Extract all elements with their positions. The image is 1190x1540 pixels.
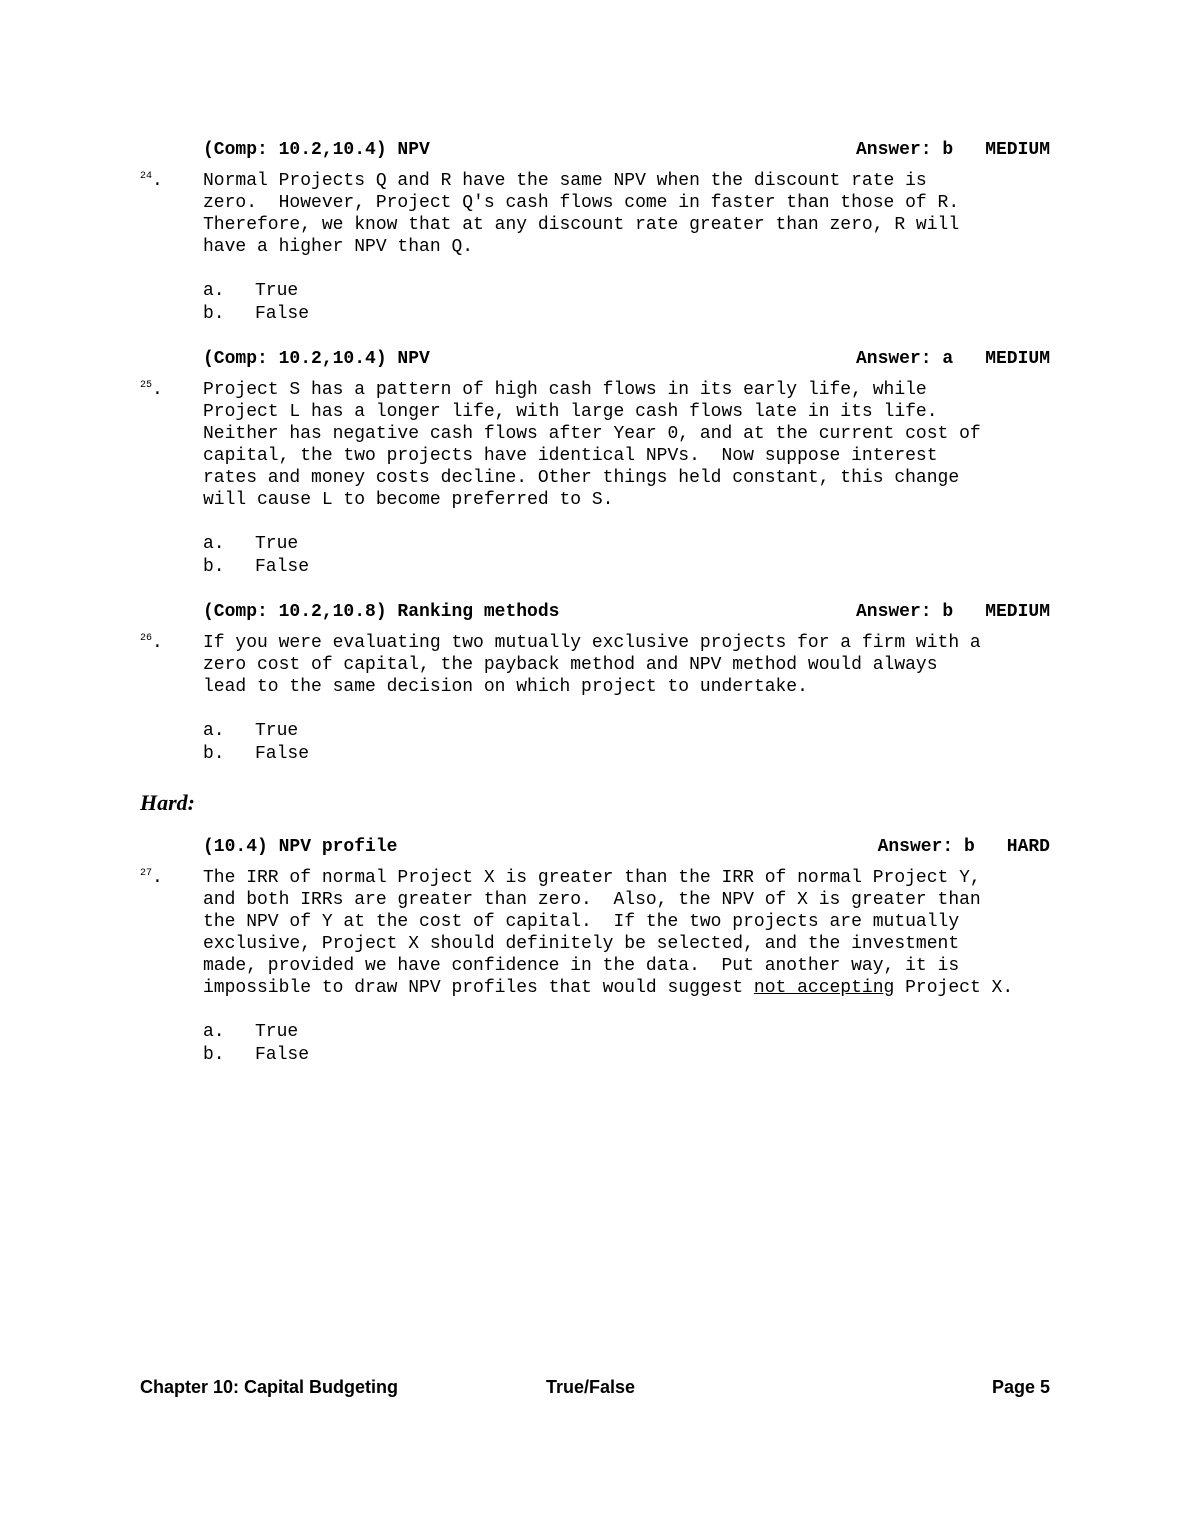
- question-number: $^{25}$.: [140, 380, 163, 400]
- question-text: The IRR of normal Project X is greater than the IRR of normal Project Y, and both IRRs are greater than zero. Also, the NPV of X is greater than the NPV of Y at the cost of capital. If the two projects are mutually exclusive, Project X should definitely be selected, and the investment made, provided we have confidence in the data. Put another way, it is impossible to draw NPV profiles that would suggest not accepting Project X.: [203, 868, 1014, 998]
- question-number: $^{24}$.: [140, 171, 163, 191]
- question-text: If you were evaluating two mutually exclusive projects for a firm with a zero cost of capital, the payback method and NPV method would always lead to the same decision on which project to undertake.: [203, 633, 981, 697]
- question-body: [140, 867, 1050, 1066]
- page-footer: [140, 1377, 1050, 1401]
- question-header: [203, 601, 1050, 623]
- option-b: b. False: [203, 303, 310, 324]
- difficulty-label: HARD: [1006, 837, 1050, 857]
- question-block-27: [140, 836, 1050, 1066]
- answer-options: [203, 1021, 1050, 1066]
- question-text: Normal Projects Q and R have the same NPV when the discount rate is zero. However, Project Q's cash flows come in faster than those of R. Therefore, we know that at any discount rate greater than zero, R will have a higher NPV than Q.: [203, 171, 960, 257]
- difficulty-label: MEDIUM: [985, 140, 1050, 160]
- section-heading: Hard:: [140, 790, 195, 815]
- question-text: Project S has a pattern of high cash flows in its early life, while Project L has a longer life, with large cash flows late in its life. Neither has negative cash flows after Year 0, and at the current cost of capital, the two projects have identical NPVs. Now suppose interest rates and money costs decline. Other things held constant, this change will cause L to become preferred to S.: [203, 380, 981, 510]
- question-topic: (Comp: 10.2,10.4) NPV: [203, 140, 430, 160]
- answer-key: Answer: a: [855, 349, 954, 369]
- question-body: [140, 170, 1050, 325]
- answer-info: [856, 139, 1050, 161]
- question-block-26: [140, 601, 1050, 765]
- question-block-24: [140, 139, 1050, 325]
- question-body: [140, 379, 1050, 578]
- question-block-25: [140, 348, 1050, 578]
- answer-options: [203, 533, 1050, 578]
- question-header: [203, 348, 1050, 370]
- option-a: a. True: [203, 281, 299, 301]
- question-header: [203, 836, 1050, 858]
- question-number: $^{26}$.: [140, 633, 163, 653]
- footer-type: True/False: [546, 1377, 636, 1397]
- option-a: a. True: [203, 1022, 299, 1042]
- footer-chapter: Chapter 10: Capital Budgeting: [140, 1377, 399, 1397]
- question-header: [203, 139, 1050, 161]
- footer-page-number: Page 5: [991, 1377, 1050, 1397]
- answer-info: [878, 836, 1050, 858]
- answer-options: [203, 280, 1050, 325]
- difficulty-label: MEDIUM: [985, 602, 1050, 622]
- question-topic: (Comp: 10.2,10.8) Ranking methods: [203, 602, 560, 622]
- question-number: $^{27}$.: [140, 868, 163, 888]
- question-topic: (10.4) NPV profile: [203, 837, 398, 857]
- answer-options: [203, 720, 1050, 765]
- answer-key: Answer: b: [877, 837, 975, 857]
- option-a: a. True: [203, 534, 299, 554]
- option-b: b. False: [203, 1044, 310, 1065]
- question-topic: (Comp: 10.2,10.4) NPV: [203, 349, 430, 369]
- option-a: a. True: [203, 721, 299, 741]
- answer-key: Answer: b: [855, 602, 954, 622]
- option-b: b. False: [203, 556, 310, 577]
- difficulty-label: MEDIUM: [985, 349, 1050, 369]
- underlined-phrase: not accepting: [753, 978, 895, 998]
- option-b: b. False: [203, 743, 310, 764]
- answer-info: [856, 348, 1050, 370]
- question-body: [140, 632, 1050, 765]
- answer-info: [856, 601, 1050, 623]
- answer-key: Answer: b: [855, 140, 954, 160]
